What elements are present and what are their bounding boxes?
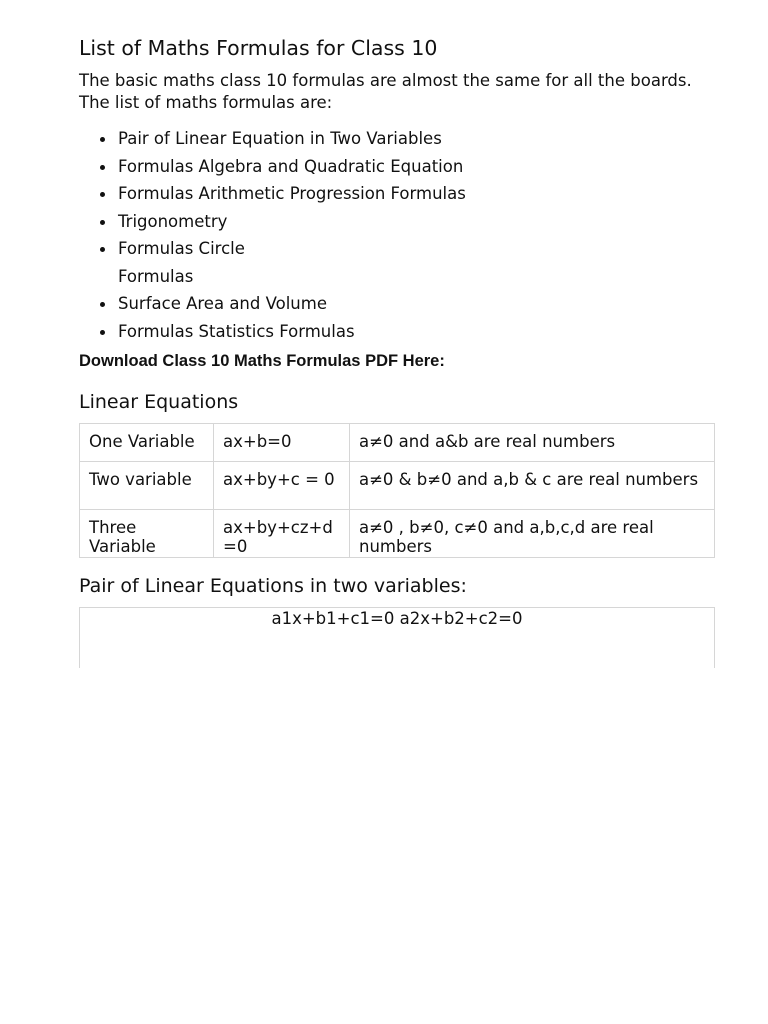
bullet-icon: [100, 330, 105, 335]
bullet-icon: [100, 165, 105, 170]
table-cell: a≠0 , b≠0, c≠0 and a,b,c,d are real numbers: [350, 510, 715, 558]
list-item-text: Formulas Circle: [118, 239, 245, 258]
list-item-text: Trigonometry: [118, 211, 228, 231]
bullet-icon: [100, 137, 105, 142]
linear-equations-table: [79, 423, 715, 558]
bullet-icon: [100, 302, 105, 307]
pair-equations-text: a1x+b1+c1=0 a2x+b2+c2=0: [271, 609, 523, 628]
table-cell: ax+by+c = 0: [214, 462, 350, 510]
list-item: [79, 180, 466, 208]
table-row: [80, 424, 715, 462]
formula-list: [79, 125, 466, 345]
table-row: [80, 510, 715, 558]
table-cell: ax+by+cz+d =0: [214, 510, 350, 558]
page-title: List of Maths Formulas for Class 10: [79, 36, 438, 60]
list-item: [79, 208, 466, 236]
bullet-icon: [100, 220, 105, 225]
table-cell: Two variable: [80, 462, 214, 510]
pair-equations-box: [79, 607, 715, 668]
table-row: [80, 462, 715, 510]
linear-equations-heading: Linear Equations: [79, 391, 239, 413]
list-item: [79, 153, 466, 181]
bullet-icon: [100, 247, 105, 252]
list-item-text: Surface Area and Volume: [118, 294, 327, 313]
list-item-continuation: [79, 263, 466, 291]
list-item-text: Formulas Statistics Formulas: [118, 321, 355, 341]
table-cell: a≠0 and a&b are real numbers: [350, 424, 715, 462]
pair-equations-heading: Pair of Linear Equations in two variables:: [79, 575, 467, 597]
intro-paragraph: The basic maths class 10 formulas are almost the same for all the boards. The list of maths formulas are:: [79, 71, 692, 112]
list-item-text: Formulas Arithmetic Progression Formulas: [118, 184, 466, 203]
table-cell: One Variable: [80, 424, 214, 462]
list-item: [79, 235, 466, 263]
table-cell: ax+b=0: [214, 424, 350, 462]
table-cell: Three Variable: [80, 510, 214, 558]
table-cell: a≠0 & b≠0 and a,b & c are real numbers: [350, 462, 715, 510]
download-heading: Download Class 10 Maths Formulas PDF Here:: [79, 352, 445, 370]
bullet-icon: [100, 192, 105, 197]
list-item-text: Pair of Linear Equation in Two Variables: [118, 129, 442, 148]
list-item-text: Formulas Algebra and Quadratic Equation: [118, 156, 464, 176]
list-item-text: Formulas: [118, 266, 194, 286]
list-item: [79, 290, 466, 318]
list-item: [79, 125, 466, 153]
list-item: [79, 318, 466, 346]
